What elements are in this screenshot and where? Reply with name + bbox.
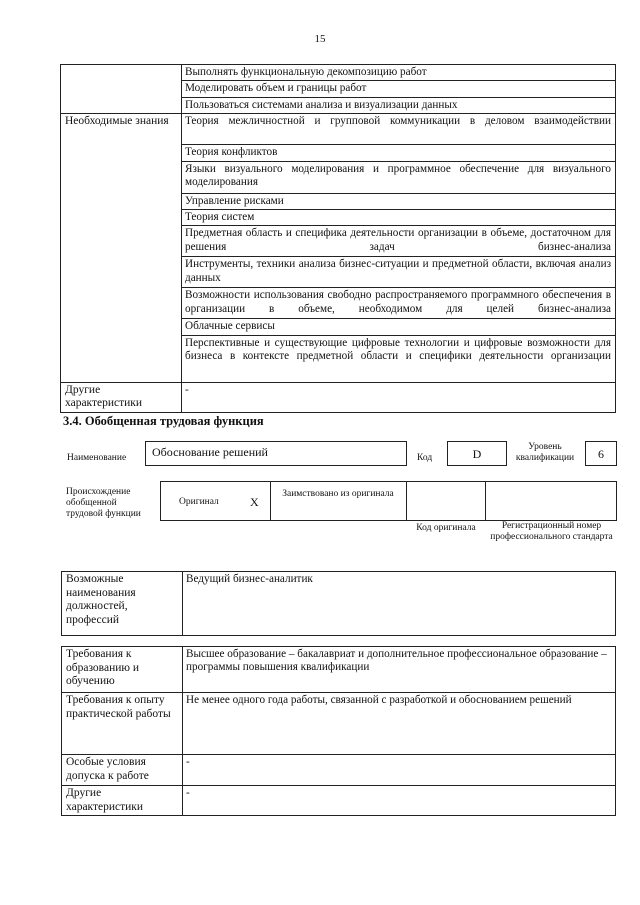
other-label: Другие характеристики (61, 382, 182, 412)
section-heading: 3.4. Обобщенная трудовая функция (63, 414, 264, 428)
knowledge-row: Теория систем (182, 210, 616, 226)
origin-box (160, 481, 617, 521)
knowledge-row: Возможности использования свободно распространяемого программного обеспечения в организации в объеме, необходимом для целей бизнес-анализа (182, 288, 616, 319)
name-value: Обоснование решений (145, 441, 407, 466)
origin-divider (485, 481, 486, 521)
level-label: Уровень квалификации (515, 442, 575, 463)
knowledge-row: Облачные сервисы (182, 319, 616, 335)
knowledge-row: Инструменты, техники анализа бизнес-ситуации и предметной области, включая анализ данных (182, 257, 616, 288)
origin-divider (406, 481, 407, 521)
code-caption: Код оригинала (416, 523, 476, 533)
other-value: - (182, 382, 616, 412)
knowledge-row: Теория межличностной и групповой коммуникации в деловом взаимодействии (182, 114, 616, 145)
requirement-value: - (183, 786, 616, 816)
requirement-label: Требования к образованию и обучению (62, 647, 183, 693)
requirement-value: - (183, 755, 616, 786)
requirements-table (61, 646, 616, 816)
requirement-value: Не менее одного года работы, связанной с разработкой и обоснованием решений (183, 693, 616, 755)
original-mark: X (250, 495, 259, 509)
knowledge-label: Необходимые знания (61, 114, 182, 383)
knowledge-row: Языки визуального моделирования и программное обеспечение для визуального моделирования (182, 161, 616, 193)
name-label: Наименование (67, 453, 127, 463)
positions-table (61, 571, 616, 636)
requirement-label: Требования к опыту практической работы (62, 693, 183, 755)
origin-divider (270, 481, 271, 521)
requirement-label: Особые условия допуска к работе (62, 755, 183, 786)
page-number: 15 (314, 33, 326, 45)
level-value: 6 (585, 441, 617, 466)
knowledge-table (60, 64, 616, 413)
code-value: D (447, 441, 507, 466)
code-label: Код (417, 453, 433, 463)
knowledge-row: Теория конфликтов (182, 145, 616, 161)
skill-row: Выполнять функциональную декомпозицию работ (182, 65, 616, 81)
positions-value: Ведущий бизнес-аналитик (183, 572, 616, 636)
origin-label: Происхождение обобщенной трудовой функции (66, 487, 141, 519)
skill-row: Пользоваться системами анализа и визуализации данных (182, 97, 616, 113)
knowledge-row: Управление рисками (182, 193, 616, 209)
skill-row: Моделировать объем и границы работ (182, 81, 616, 97)
skills-label-cell (61, 65, 182, 114)
original-label: Оригинал (179, 497, 219, 507)
requirement-value: Высшее образование – бакалавриат и дополнительное профессиональное образование – программы повышения квалификации (183, 647, 616, 693)
borrowed-label: Заимствовано из оригинала (282, 489, 394, 499)
knowledge-row: Предметная область и специфика деятельности организации в объеме, достаточном для решения задач бизнес-анализа (182, 226, 616, 257)
requirement-label: Другие характеристики (62, 786, 183, 816)
positions-label: Возможные наименования должностей, профессий (62, 572, 183, 636)
reg-caption: Регистрационный номер профессионального стандарта (490, 521, 613, 542)
knowledge-row: Перспективные и существующие цифровые технологии и цифровые возможности для бизнеса в контексте предметной области и специфики деятельности организации (182, 335, 616, 382)
